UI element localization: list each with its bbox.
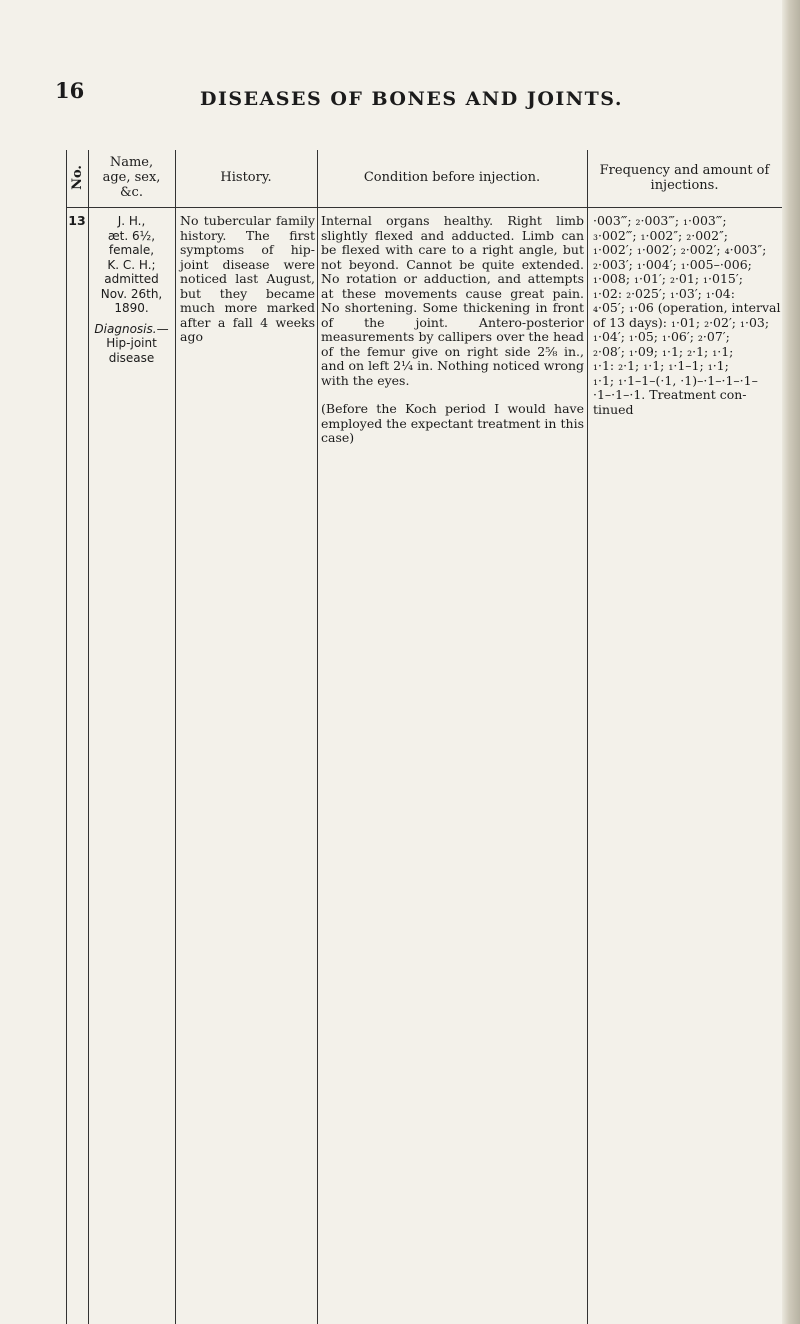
column-header-condition: Condition before injection. <box>363 170 541 185</box>
running-title: DISEASES OF BONES AND JOINTS. <box>200 88 623 110</box>
column-header-history: History. <box>220 170 272 185</box>
case-table <box>66 150 782 1324</box>
column-header-frequency: Frequency and amount of injections. <box>599 162 770 193</box>
page-edge <box>782 0 800 1324</box>
header-rule <box>66 207 782 208</box>
table-rule <box>317 150 318 1324</box>
condition-note: (Before the Koch period I would have employed the expectant treatment in this case) <box>321 401 584 445</box>
table-rule <box>587 150 588 1324</box>
page-number: 16 <box>55 78 85 103</box>
patient-details: J. H., æt. 6½, female, K. C. H.; admitted Nov. 26th, 1890. Diagnosis.— Hip-joint disease <box>94 214 169 365</box>
table-rule <box>66 150 67 1324</box>
column-header-name: Name, age, sex, &c. <box>102 155 161 200</box>
diagnosis-label: Diagnosis.— <box>94 321 169 336</box>
column-header-no: No. <box>69 165 85 190</box>
condition-paragraph: Internal organs healthy. Right limb slightly flexed and adducted. Limb can be flexed with care to a right angle, but not beyond. Cannot be quite extended. No rotation or adduction, and attempts at these movements cause great pain. No shortening. Some thickening in front of the joint. Antero-posterior measurements by callipers over the head of the femur give on right side 2⅝ in., and on left 2¼ in. Nothing noticed wrong with the eyes. <box>321 213 584 388</box>
case-number: 13 <box>68 213 86 228</box>
table-rule <box>175 150 176 1324</box>
history-text: No tubercular family history. The first symptoms of hip-joint disease were noticed last August, but they became much more marked after a fall 4 weeks ago <box>180 213 315 344</box>
page-header <box>0 78 800 118</box>
condition-text <box>321 214 584 446</box>
frequency-text: ·003‴; ₂·003‴; ₁·003‴; ₃·002‴; ₁·002″; ₂·002″; ₁·002′; ₁·002′; ₂·002′; ₄·003″; ₂·003′; ₁·004′; ₁·005–·006; ₁·008; ₁·01′; ₂·01; ₁·015′; ₁·02: ₂·025′; ₁·03′; ₁·04: ₄·05′; ₁·06 (operation, interval of 13 days): ₁·01; ₂·02′; ₁·03; ₁·04′; ₁·05; ₁·06′; ₂·07′; ₂·08′; ₁·09; ₁·1; ₂·1; ₁·1; ₁·1: ₂·1; ₁·1; ₁·1–1; ₁·1; ₁·1; ₁·1–1–(·1, ·1)–·1–·1–·1– ·1–·1–·1. Treatment con- tinued <box>593 213 781 417</box>
